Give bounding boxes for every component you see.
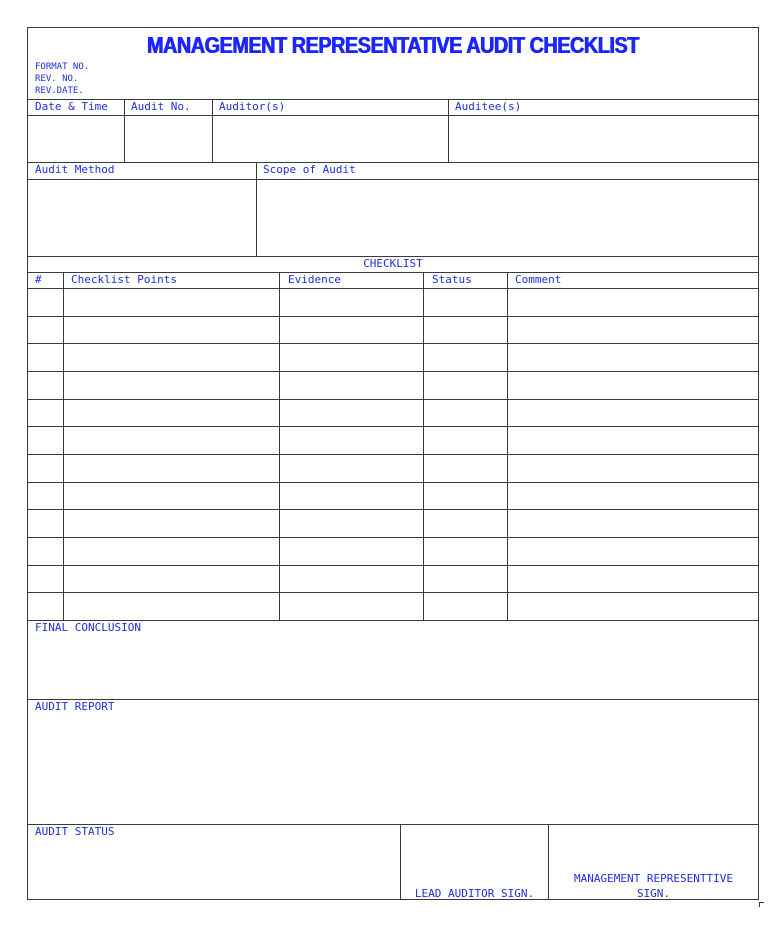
table-row[interactable]: [28, 289, 758, 316]
auditees-label: Auditee(s): [455, 100, 522, 113]
lead-auditor-sign-label: LEAD AUDITOR SIGN.: [414, 887, 535, 900]
table-row[interactable]: [28, 344, 758, 371]
rev-date-label: REV.DATE.: [35, 86, 84, 96]
final-conclusion-label: FINAL CONCLUSION: [35, 621, 141, 634]
audit-method-field[interactable]: [28, 180, 256, 256]
audit-checklist-form: [27, 27, 759, 900]
date-time-field[interactable]: [28, 116, 124, 162]
final-conclusion-field[interactable]: [28, 636, 758, 699]
scope-of-audit-label: Scope of Audit: [263, 163, 356, 176]
date-time-label: Date & Time: [35, 100, 108, 113]
checklist-table-body: [28, 289, 758, 620]
crop-mark: [759, 902, 764, 907]
rev-no-label: REV. NO.: [35, 74, 79, 84]
table-row[interactable]: [28, 538, 758, 565]
format-no-label: FORMAT NO.: [35, 62, 90, 72]
scope-of-audit-field[interactable]: [257, 180, 758, 256]
table-row[interactable]: [28, 593, 758, 620]
column-header-status: Status: [432, 273, 472, 286]
management-representative-sign-label-line2: SIGN.: [636, 887, 671, 900]
table-row[interactable]: [28, 317, 758, 343]
form-title: MANAGEMENT REPRESENTATIVE AUDIT CHECKLIST: [147, 32, 639, 58]
audit-report-label: AUDIT REPORT: [35, 700, 115, 713]
checklist-section-title: CHECKLIST: [363, 257, 423, 270]
table-row[interactable]: [28, 483, 758, 509]
divider: [28, 162, 758, 163]
table-row[interactable]: [28, 510, 758, 537]
table-row[interactable]: [28, 372, 758, 399]
column-header-evidence: Evidence: [288, 273, 341, 286]
column-header-checklist-points: Checklist Points: [71, 273, 177, 286]
management-representative-sign-label: MANAGEMENT REPRESENTTIVE: [574, 872, 733, 885]
divider: [28, 699, 758, 700]
table-row[interactable]: [28, 400, 758, 426]
column-header-number: #: [35, 273, 42, 286]
audit-no-field[interactable]: [125, 116, 212, 162]
column-header-comment: Comment: [515, 273, 562, 286]
table-row[interactable]: [28, 427, 758, 454]
table-row[interactable]: [28, 455, 758, 482]
auditees-field[interactable]: [449, 116, 758, 162]
audit-status-field[interactable]: [28, 840, 400, 899]
audit-report-field[interactable]: [28, 715, 758, 824]
table-row[interactable]: [28, 566, 758, 592]
auditors-label: Auditor(s): [219, 100, 286, 113]
audit-status-label: AUDIT STATUS: [35, 825, 115, 838]
auditors-field[interactable]: [213, 116, 448, 162]
audit-no-label: Audit No.: [131, 100, 191, 113]
audit-method-label: Audit Method: [35, 163, 115, 176]
